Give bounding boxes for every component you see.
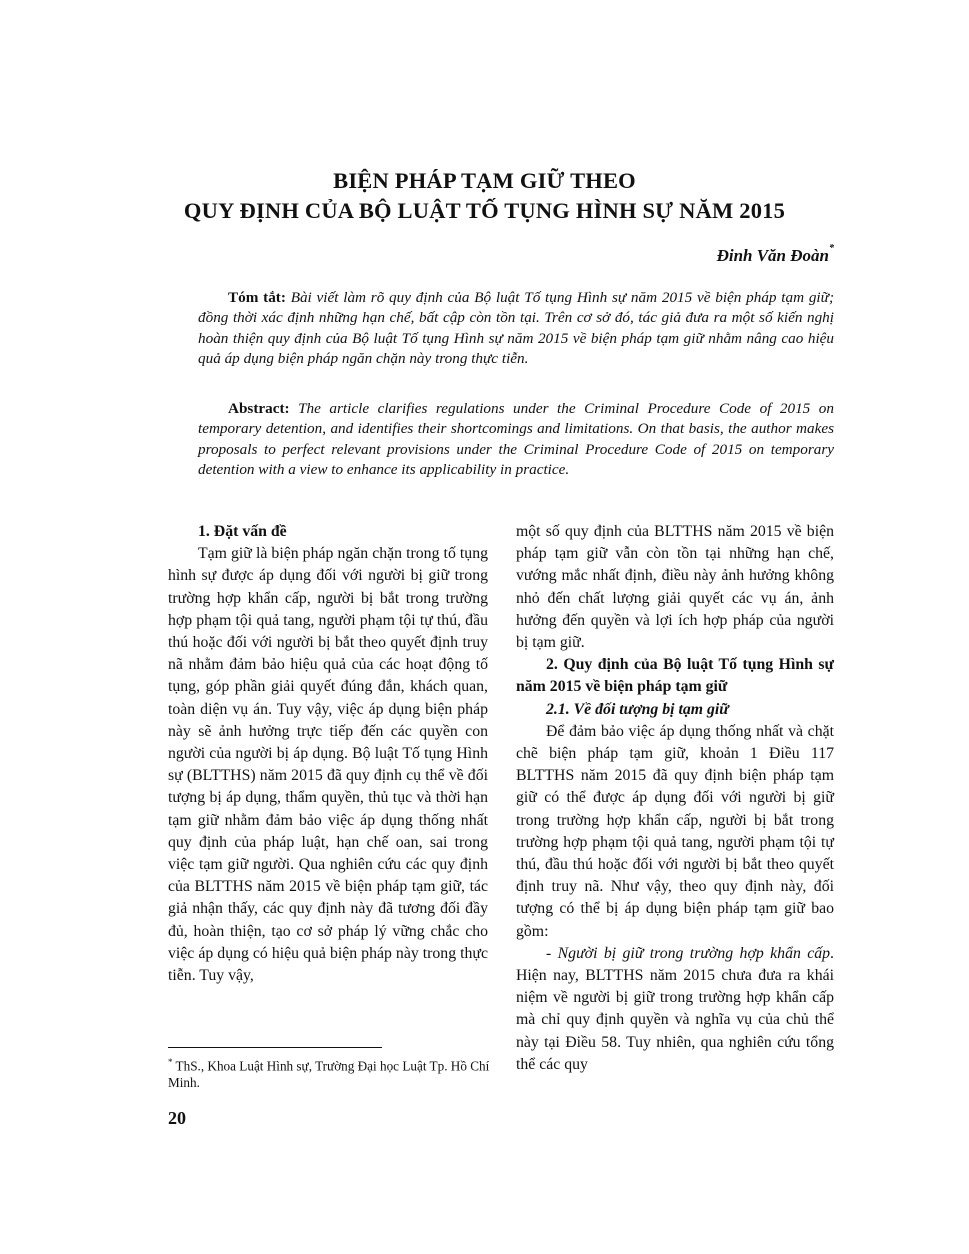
abstract-en-text: The article clarifies regulations under the Criminal Procedure Code of 2015 on temporary detention, and identifies their shortcomings and limitations. On that basis, the author makes proposals to perfect relevant provisions under the Criminal Procedure Code of 2015 on temporary detention with a view to enhance its applicability in practice. [198,400,834,479]
left-column [168,521,488,987]
author-name: Đinh Văn Đoàn [716,246,829,265]
author-footnote-mark: * [829,243,834,255]
section-1-heading: 1. Đặt vấn đề [198,523,287,540]
article-title [0,166,969,226]
bullet-italic-lead: - Người bị giữ trong trường hợp khẩn cấp [546,944,831,962]
footnote-divider [168,1047,382,1048]
title-line-2: QUY ĐỊNH CỦA BỘ LUẬT TỐ TỤNG HÌNH SỰ NĂM 2015 [183,198,786,223]
abstract-vietnamese [198,288,834,370]
author-byline [716,243,834,266]
section-1-paragraph: Tạm giữ là biện pháp ngăn chặn trong tố tụng hình sự được áp dụng đối với người bị giữ trong trường hợp khẩn cấp, người bị bắt trong trường hợp phạm tội quả tang, người phạm tội tự thú, đầu thú hoặc đối với người bị bắt theo quyết định truy nã nhằm đảm bảo hiệu quả của các hoạt động tố tụng, góp phần giải quyết đúng đắn, khách quan, toàn diện vụ án. Tuy vậy, việc áp dụng biện pháp này sẽ ảnh hưởng trực tiếp đến các quyền con người của người bị áp dụng. Bộ luật Tố tụng Hình sự (BLTTHS) năm 2015 đã quy định cụ thể về đối tượng bị áp dụng, thẩm quyền, thủ tục và thời hạn tạm giữ nhằm đảm bảo việc áp dụng thống nhất quy định của pháp luật, hạn chế oan, sai trong việc tạm giữ người. Qua nghiên cứu các quy định của BLTTHS năm 2015 về biện pháp tạm giữ, tác giả nhận thấy, các quy định này đã tương đối đầy đủ, hoàn thiện, tạo cơ sở pháp lý vững chắc cho việc áp dụng có hiệu quả biện pháp này trong thực tiễn. Tuy vậy, [168,545,488,985]
bullet-body: . Hiện nay, BLTTHS năm 2015 chưa đưa ra khái niệm về người bị giữ trong trường hợp khẩn cấp mà chỉ quy định quyền và nghĩa vụ của chủ thể này tại Điều 58. Tuy nhiên, qua nghiên cứu tổng thể các quy [516,944,834,1073]
abstract-en-label: Abstract: [228,400,290,417]
bullet-paragraph [516,943,834,1076]
page-number: 20 [168,1108,186,1128]
footnote-mark: * [168,1057,173,1067]
title-line-1: BIỆN PHÁP TẠM GIỮ THEO [333,168,636,193]
continued-paragraph: một số quy định của BLTTHS năm 2015 về biện pháp tạm giữ vẫn còn tồn tại những hạn chế, vướng mắc nhất định, điều này ảnh hưởng không nhỏ đến chất lượng giải quyết các vụ án, ảnh hưởng đến quyền và lợi ích hợp pháp của người bị tạm giữ. [516,523,834,652]
section-2-heading: 2. Quy định của Bộ luật Tố tụng Hình sự năm 2015 về biện pháp tạm giữ [516,656,834,696]
footnote-text: ThS., Khoa Luật Hình sự, Trường Đại học Luật Tp. Hồ Chí Minh. [168,1058,490,1091]
section-2-1-heading: 2.1. Về đối tượng bị tạm giữ [546,700,729,718]
abstract-vi-text: Bài viết làm rõ quy định của Bộ luật Tố tụng Hình sự năm 2015 về biện pháp tạm giữ; đồng thời xác định những hạn chế, bất cập còn tồn tại. Trên cơ sở đó, tác giả đưa ra một số kiến nghị hoàn thiện quy định của Bộ luật Tố tụng Hình sự năm 2015 về biện pháp tạm giữ nhằm nâng cao hiệu quả áp dụng biện pháp ngăn chặn này trong thực tiễn. [198,289,834,368]
abstract-english [198,399,834,481]
footnote [168,1054,498,1091]
right-column [516,521,834,1076]
section-2-1-paragraph: Để đảm bảo việc áp dụng thống nhất và chặt chẽ biện pháp tạm giữ, khoản 1 Điều 117 BLTTHS năm 2015 đã quy định biện pháp tạm giữ có thể được áp dụng đối với người bị giữ trong trường hợp khẩn cấp, người bị bắt trong trường hợp phạm tội quả tang, người phạm tội tự thú, đầu thú hoặc đối với người bị bắt theo quyết định truy nã. Như vậy, theo quy định này, đối tượng có thể bị áp dụng biện pháp tạm giữ bao gồm: [516,722,834,940]
abstract-vi-label: Tóm tắt: [228,289,286,306]
